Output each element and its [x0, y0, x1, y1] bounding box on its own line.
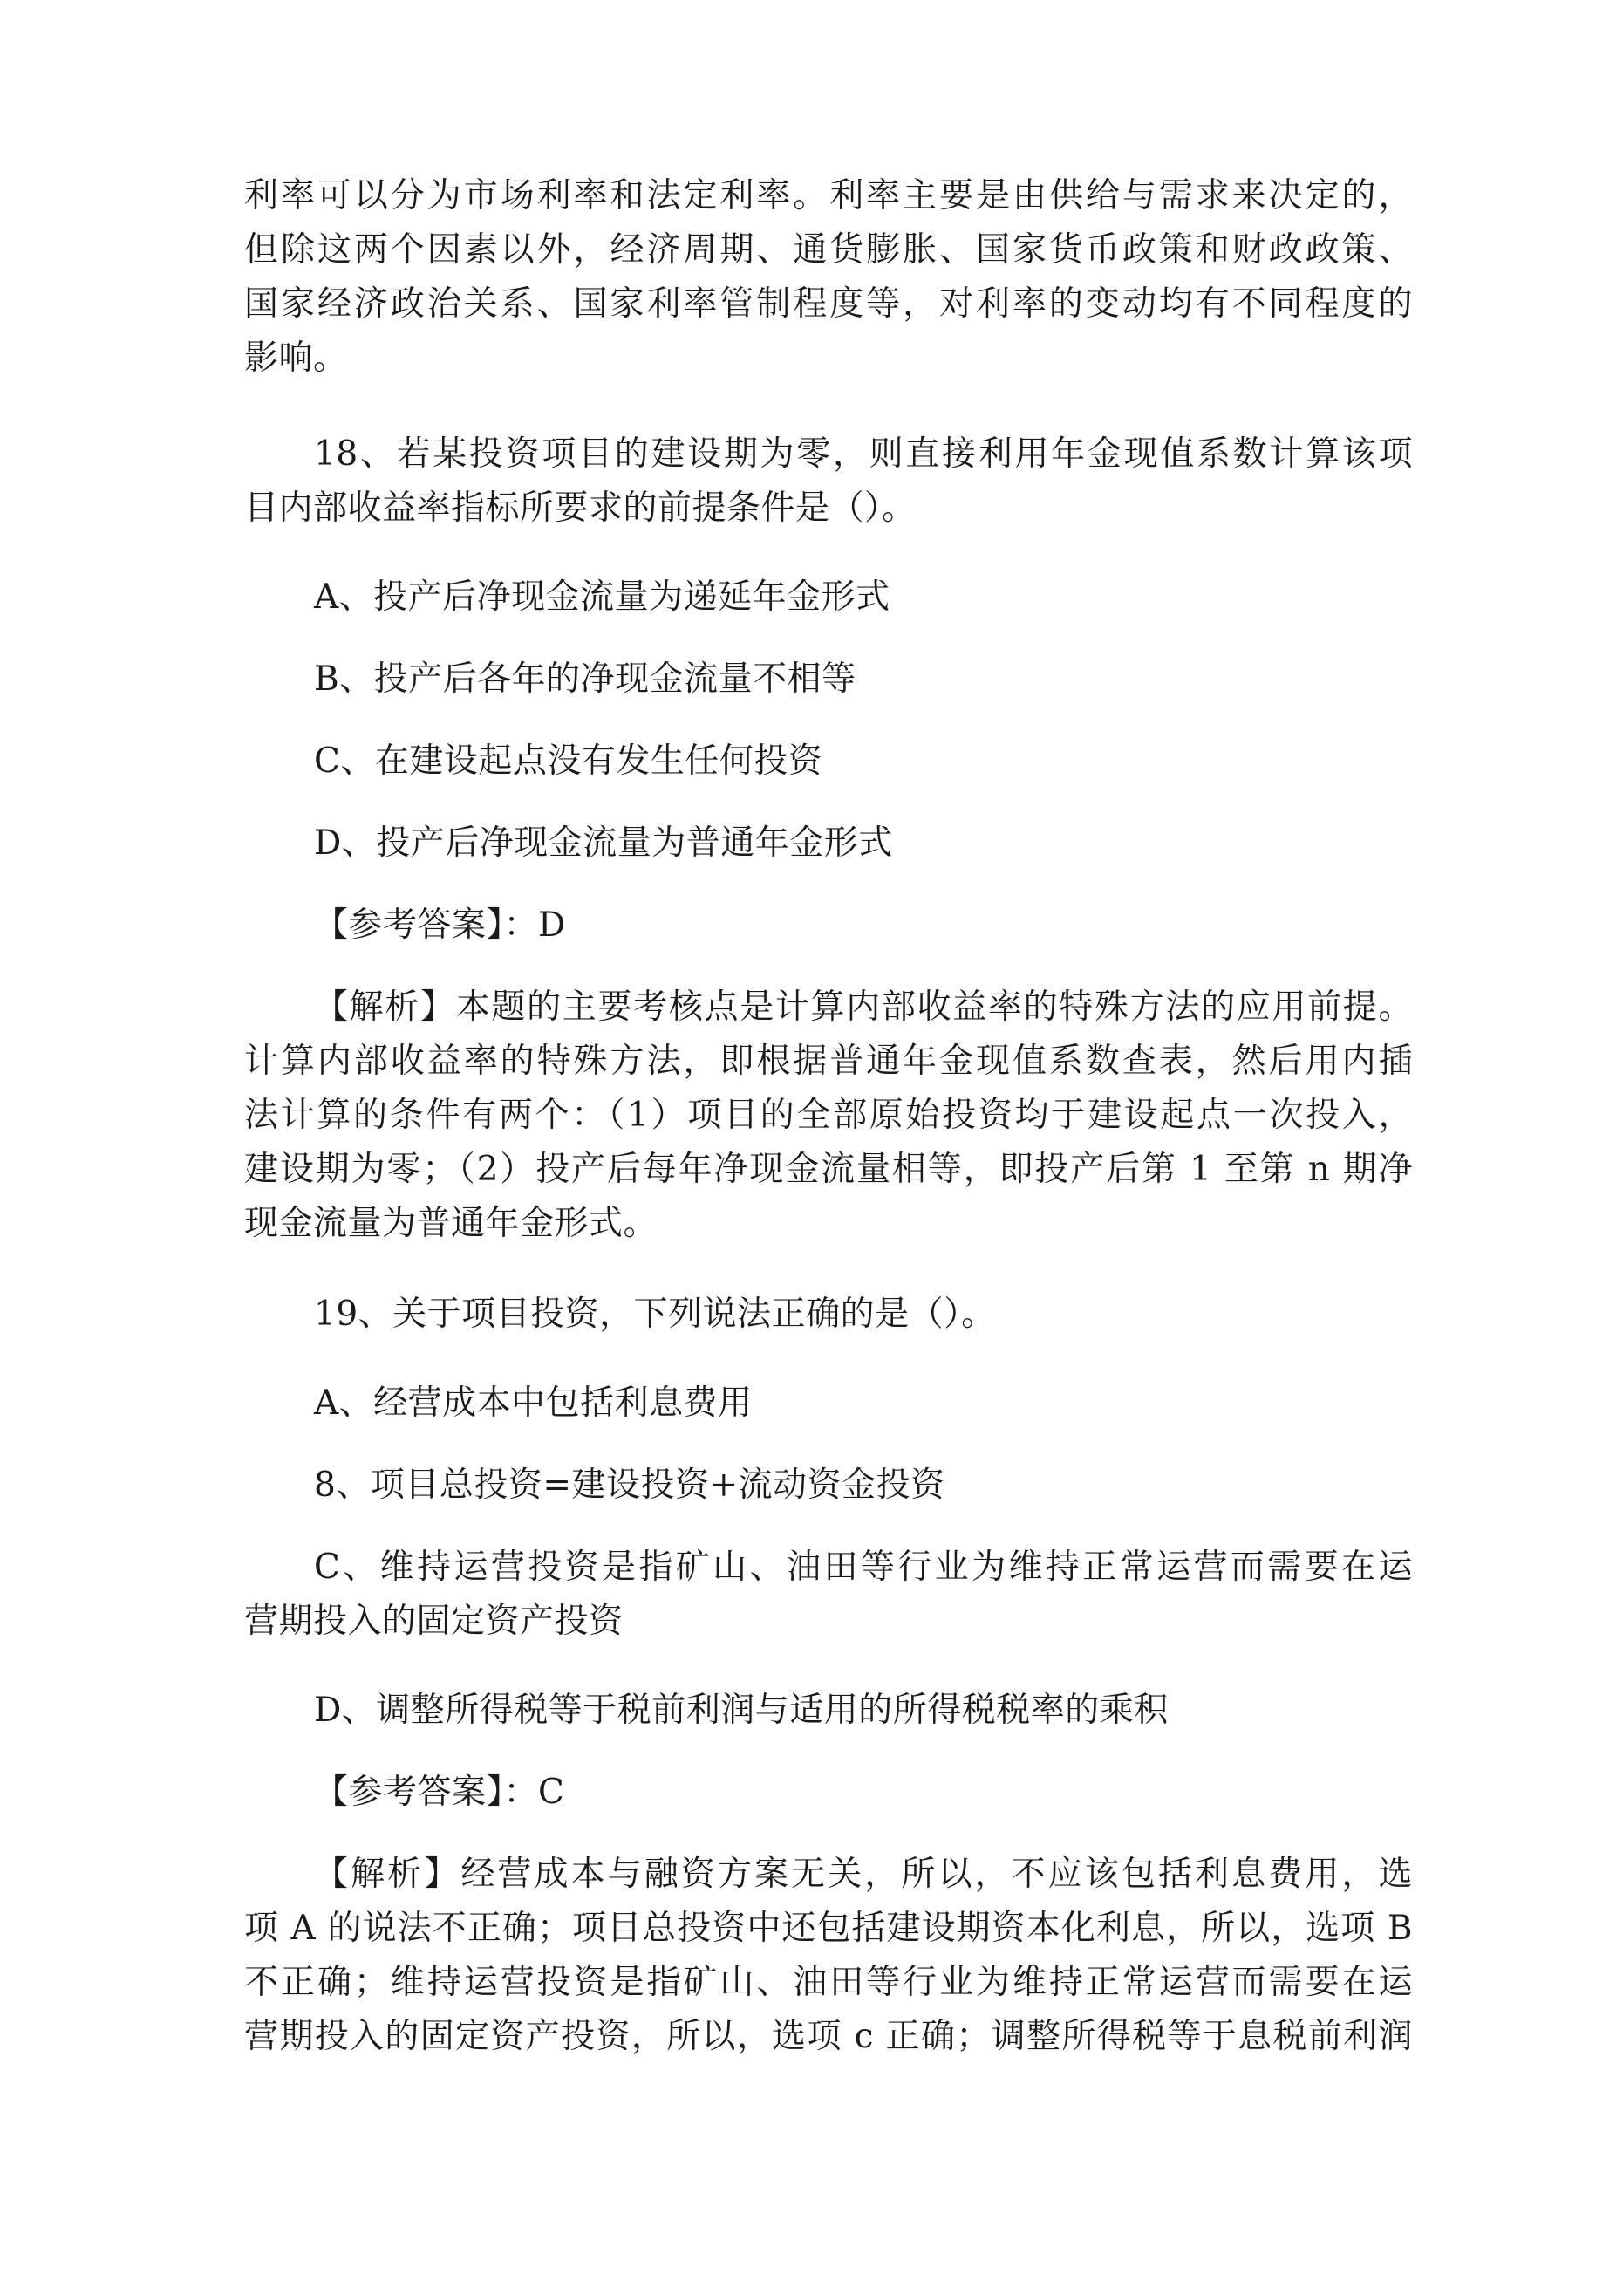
option-c: C、在建设起点没有发生任何投资 [314, 741, 823, 781]
analysis-line: 【解析】经营成本与融资方案无关，所以，不应该包括利息费用，选 [314, 1855, 1413, 1894]
option-a: A、经营成本中包括利息费用 [314, 1384, 753, 1423]
paragraph-line: 利率可以分为市场利率和法定利率。利率主要是由供给与需求来决定的， [244, 176, 1413, 215]
analysis-line: 【解析】本题的主要考核点是计算内部收益率的特殊方法的应用前提。 [314, 987, 1413, 1027]
paragraph-line: 但除这两个因素以外，经济周期、通货膨胀、国家货币政策和财政政策、 [244, 230, 1413, 270]
paragraph-line: 国家经济政治关系、国家利率管制程度等，对利率的变动均有不同程度的 [244, 284, 1413, 324]
question-18-line: 18、若某投资项目的建设期为零，则直接利用年金现值系数计算该项 [314, 434, 1413, 474]
analysis-line: 建设期为零；（2）投产后每年净现金流量相等，即投产后第 1 至第 n 期净 [244, 1150, 1413, 1189]
reference-answer: 【参考答案】：D [314, 905, 566, 945]
question-19: 19、关于项目投资，下列说法正确的是（）。 [314, 1295, 996, 1334]
option-d: D、调整所得税等于税前利润与适用的所得税税率的乘积 [314, 1691, 1169, 1730]
option-c-continued: 营期投入的固定资产投资 [244, 1602, 624, 1641]
analysis-line: 营期投入的固定资产投资，所以，选项 c 正确；调整所得税等于息税前利润 [244, 2017, 1413, 2056]
option-a: A、投产后净现金流量为递延年金形式 [314, 577, 890, 617]
question-18-line: 目内部收益率指标所要求的前提条件是（）。 [244, 489, 917, 528]
reference-answer: 【参考答案】：C [314, 1773, 565, 1812]
option-b: 8、项目总投资=建设投资+流动资金投资 [314, 1466, 945, 1505]
analysis-line: 不正确；维持运营投资是指矿山、油田等行业为维持正常运营而需要在运 [244, 1963, 1413, 2002]
paragraph-line: 影响。 [244, 338, 348, 378]
analysis-line: 法计算的条件有两个：（1）项目的全部原始投资均于建设起点一次投入， [244, 1096, 1413, 1135]
option-c: C、维持运营投资是指矿山、油田等行业为维持正常运营而需要在运 [314, 1548, 1413, 1587]
option-b: B、投产后各年的净现金流量不相等 [314, 659, 856, 699]
analysis-line: 计算内部收益率的特殊方法，即根据普通年金现值系数查表，然后用内插 [244, 1042, 1413, 1081]
analysis-line: 项 A 的说法不正确；项目总投资中还包括建设期资本化利息，所以，选项 B [244, 1909, 1413, 1948]
analysis-line: 现金流量为普通年金形式。 [244, 1204, 658, 1243]
option-d: D、投产后净现金流量为普通年金形式 [314, 823, 893, 863]
